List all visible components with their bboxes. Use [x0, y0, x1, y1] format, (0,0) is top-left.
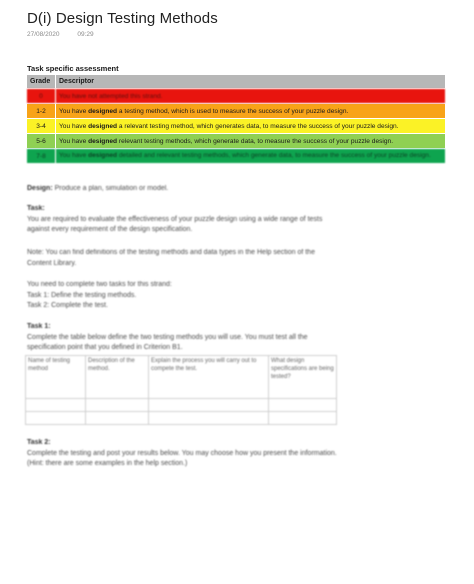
grade-table-header	[27, 75, 446, 89]
assessment-heading: Task specific assessment	[27, 64, 119, 73]
grade-descriptor: You have not attempted this strand.	[56, 89, 446, 104]
table-cell[interactable]	[269, 399, 337, 412]
grade-value: 7-8	[27, 149, 56, 164]
grade-value: 5-6	[27, 134, 56, 149]
tasks-intro: You need to complete two tasks for this strand:	[27, 281, 172, 288]
table-header-row	[26, 356, 337, 399]
table-cell[interactable]	[149, 399, 269, 412]
table-cell[interactable]	[86, 399, 149, 412]
grade-row	[27, 89, 446, 104]
page-date: 27/08/2020	[27, 31, 60, 38]
grade-row	[27, 104, 446, 119]
task2-text: Complete the testing and post your results below. You may choose how you present the information. (Hint: there are some examples in the help section.)	[27, 449, 337, 467]
task1-heading: Task 1:	[27, 323, 51, 330]
table-header-cell: Name of testing method	[26, 356, 86, 399]
grade-table	[26, 74, 446, 164]
grade-value: 3-4	[27, 119, 56, 134]
table-header-cell: Explain the process you will carry out to compete the test.	[149, 356, 269, 399]
testing-methods-table	[25, 355, 337, 425]
table-cell[interactable]	[149, 412, 269, 425]
task1-section	[27, 322, 337, 354]
grade-value: 1-2	[27, 104, 56, 119]
table-header-cell: What design specifications are being tested?	[269, 356, 337, 399]
descriptor-column-header: Descriptor	[56, 75, 446, 89]
tasks-item-1: Task 1: Define the testing methods.	[27, 291, 137, 299]
page-time: 09:29	[77, 31, 94, 38]
table-cell[interactable]	[269, 412, 337, 425]
task-section	[27, 204, 337, 236]
grade-row	[27, 149, 446, 164]
grade-row	[27, 119, 446, 134]
design-line: Design: Produce a plan, simulation or model.	[27, 185, 169, 192]
grade-value: 0	[27, 89, 56, 104]
task2-section	[27, 438, 337, 470]
grade-row	[27, 134, 446, 149]
task-text: You are required to evaluate the effectiveness of your puzzle design using a wide range of tests against every requirement of the design specification.	[27, 215, 323, 233]
page-title: D(i) Design Testing Methods	[27, 10, 218, 27]
task1-text: Complete the table below define the two testing methods you will use. You must test all the specification point that you defined in Criterion B1.	[27, 333, 308, 351]
tasks-list	[27, 280, 337, 312]
task-heading: Task:	[27, 205, 45, 212]
table-cell[interactable]	[26, 399, 86, 412]
tasks-item-2: Task 2: Complete the test.	[27, 302, 108, 309]
note-text: Note: You can find definitions of the testing methods and data types in the Help section of the Content Library.	[27, 249, 315, 267]
grade-descriptor: You have designed a relevant testing method, which generates data, to measure the success of your puzzle design.	[56, 119, 446, 134]
table-row	[26, 399, 337, 412]
grade-descriptor: You have designed relevant testing methods, which generate data, to measure the success of your puzzle design.	[56, 134, 446, 149]
table-header-cell: Description of the method.	[86, 356, 149, 399]
table-row	[26, 412, 337, 425]
grade-descriptor: You have designed a testing method, which is used to measure the success of your puzzle design.	[56, 104, 446, 119]
table-cell[interactable]	[86, 412, 149, 425]
grade-descriptor: You have designed detailed and relevant testing methods, which generate data, to measure the success of your puzzle design.	[56, 149, 446, 164]
page-meta	[27, 31, 94, 38]
table-cell[interactable]	[26, 412, 86, 425]
task2-heading: Task 2:	[27, 439, 51, 446]
grade-column-header: Grade	[27, 75, 56, 89]
